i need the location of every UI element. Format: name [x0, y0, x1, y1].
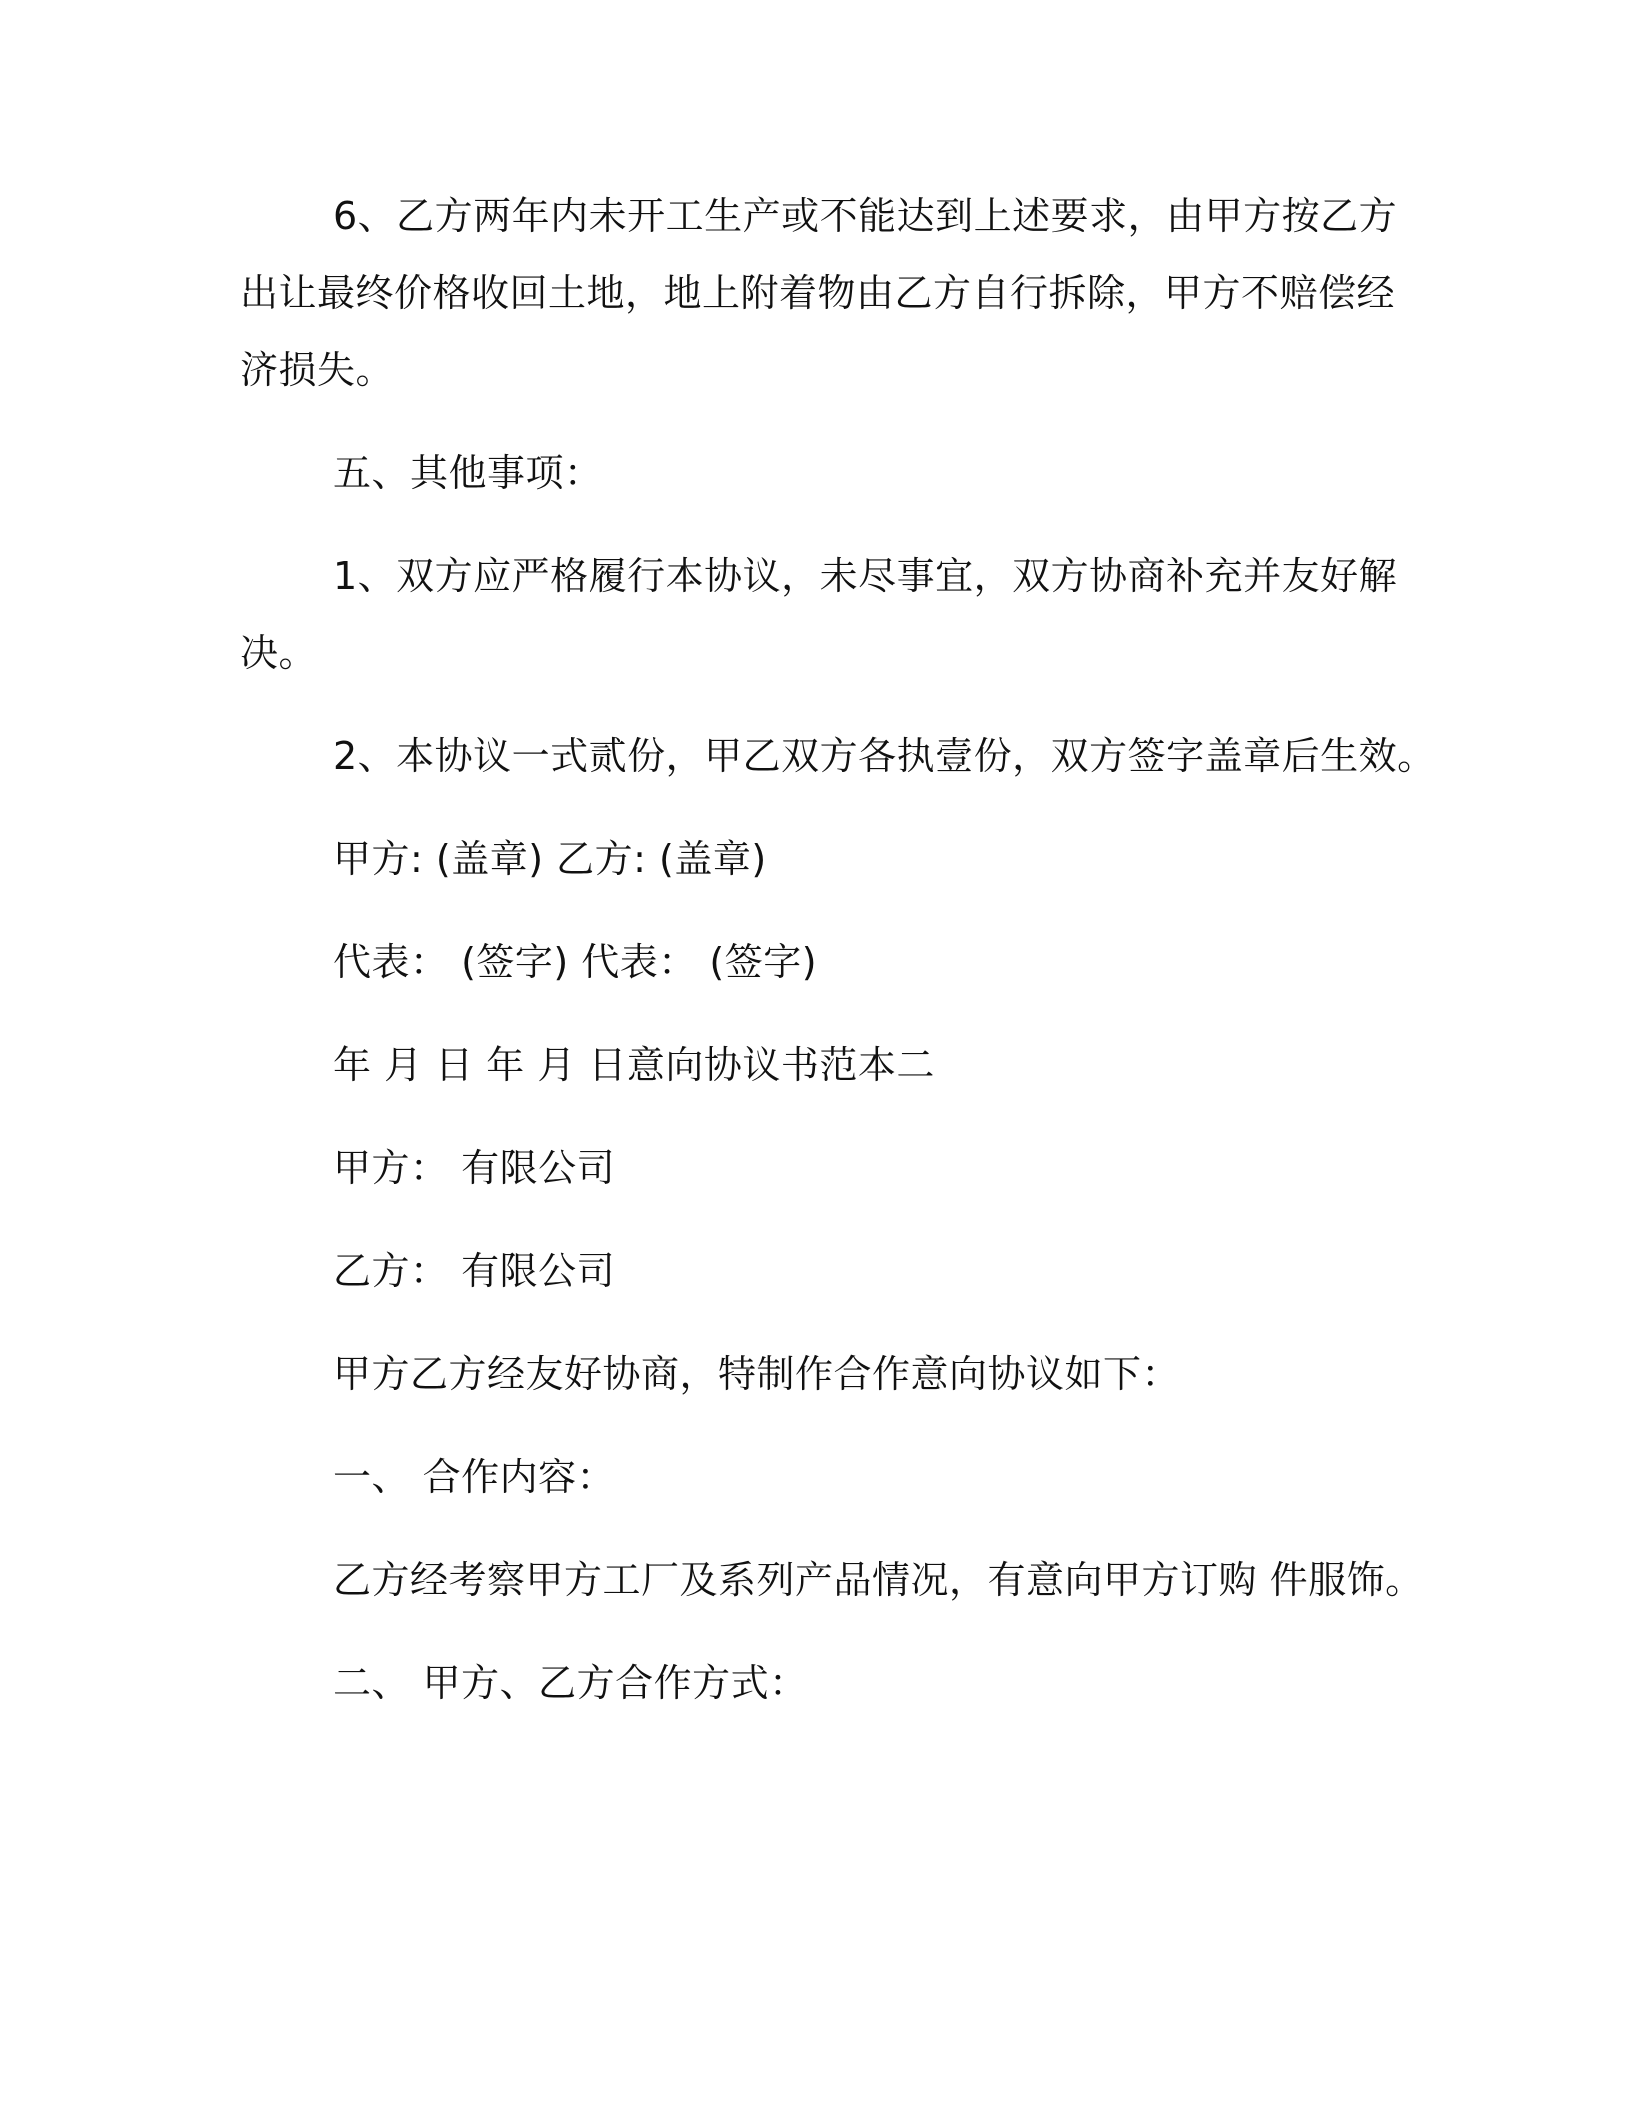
- paragraph-item-2: 2、本协议一式贰份，甲乙双方各执壹份，双方签字盖章后生效。: [333, 734, 1436, 778]
- date-and-title-line: 年 月 日 年 月 日意向协议书范本二: [333, 1043, 935, 1087]
- paragraph-item-1-line-2: 决。: [240, 631, 318, 675]
- paragraph-clause-6-line-3: 济损失。: [240, 348, 395, 392]
- paragraph-item-1-line-1: 1、双方应严格履行本协议，未尽事宜，双方协商补充并友好解: [333, 554, 1398, 598]
- signature-line: 代表： (签字) 代表： (签字): [333, 940, 818, 984]
- paragraph-clause-6-line-2: 出让最终价格收回土地，地上附着物由乙方自行拆除，甲方不赔偿经: [240, 271, 1396, 315]
- intro-paragraph: 甲方乙方经友好协商，特制作合作意向协议如下：: [333, 1352, 1181, 1396]
- party-b-line: 乙方： 有限公司: [333, 1249, 616, 1293]
- paragraph-cooperation-content: 乙方经考察甲方工厂及系列产品情况，有意向甲方订购 件服饰。: [333, 1558, 1424, 1602]
- section-heading-cooperation-method: 二、 甲方、乙方合作方式：: [333, 1661, 808, 1705]
- section-heading-cooperation-content: 一、 合作内容：: [333, 1455, 616, 1499]
- paragraph-clause-6-line-1: 6、乙方两年内未开工生产或不能达到上述要求，由甲方按乙方: [333, 194, 1398, 238]
- seal-line: 甲方: (盖章) 乙方: (盖章): [333, 837, 767, 881]
- section-heading-other-matters: 五、其他事项：: [333, 451, 603, 495]
- party-a-line: 甲方： 有限公司: [333, 1146, 616, 1190]
